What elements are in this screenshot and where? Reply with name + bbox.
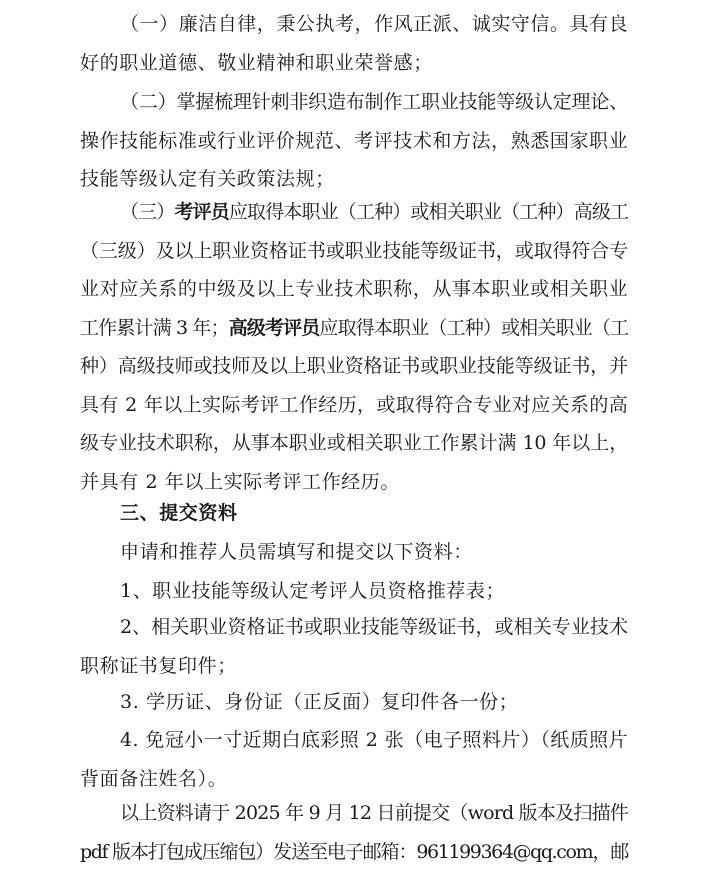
paragraph-line: 种）高级技师或技师及以上职业资格证书或职业技能等级证书，并 [80,347,628,386]
item-prefix: （三） [120,201,174,223]
list-item-3 [80,683,628,722]
paragraph-line: 2、相关职业资格证书或职业技能等级证书，或相关专业技术 [80,608,628,647]
paragraph-line [80,309,628,348]
paragraph-line: 以上资料请于 2025 年 9 月 12 日前提交（word 版本及扫描件 [80,794,628,833]
paragraph-line: 背面备注姓名）。 [80,760,628,799]
paragraph-line: 技能等级认定有关政策法规； [80,160,628,199]
qualification-text: 应取得本职业（工种）或相关职业（工 [319,317,628,339]
paragraph-line: 1、职业技能等级认定考评人员资格推荐表； [80,572,628,611]
paragraph-qualifications [80,193,628,501]
paragraph-line: 级专业技术职称，从事本职业或相关职业工作累计满 10 年以上， [80,424,628,463]
paragraph-line: 好的职业道德、敬业精神和职业荣誉感； [80,44,628,83]
paragraph-line: 3. 学历证、身份证（正反面）复印件各一份； [80,683,628,722]
list-item-2 [80,608,628,685]
paragraph-intro [80,533,628,572]
paragraph-line: （三级）及以上职业资格证书或职业技能等级证书，或取得符合专 [80,232,628,271]
paragraph-line: pdf 版本打包成压缩包）发送至电子邮箱：961199364@qq.com，邮 [80,833,628,871]
section-title: 三、提交资料 [80,494,628,533]
list-item-4 [80,721,628,798]
paragraph-line: 业对应关系的中级及以上专业技术职称，从事本职业或相关职业 [80,270,628,309]
paragraph-line: （一）廉洁自律，秉公执考，作风正派、诚实守信。具有良 [80,5,628,44]
paragraph-line [80,193,628,232]
paragraph-line: 具有 2 年以上实际考评工作经历，或取得符合专业对应关系的高 [80,386,628,425]
qualification-text: 工作累计满 3 年； [80,317,228,339]
paragraph-line: （二）掌握梳理针刺非织造布制作工职业技能等级认定理论、 [80,83,628,122]
paragraph-integrity [80,5,628,82]
paragraph-line: 并具有 2 年以上实际考评工作经历。 [80,463,628,502]
paragraph-line: 4. 免冠小一寸近期白底彩照 2 张（电子照料片）（纸质照片 [80,721,628,760]
role-examiner: 考评员 [174,201,228,223]
qualification-text: 应取得本职业（工种）或相关职业（工种）高级工 [229,201,628,223]
paragraph-line: 操作技能标准或行业评价规范、考评技术和方法，熟悉国家职业 [80,122,628,161]
paragraph-knowledge [80,83,628,199]
section-heading [80,494,628,533]
paragraph-line: 职称证书复印件； [80,647,628,686]
paragraph-closing [80,794,628,871]
list-item-1 [80,572,628,611]
paragraph-line: 申请和推荐人员需填写和提交以下资料： [80,533,628,572]
role-senior-examiner: 高级考评员 [228,317,319,339]
